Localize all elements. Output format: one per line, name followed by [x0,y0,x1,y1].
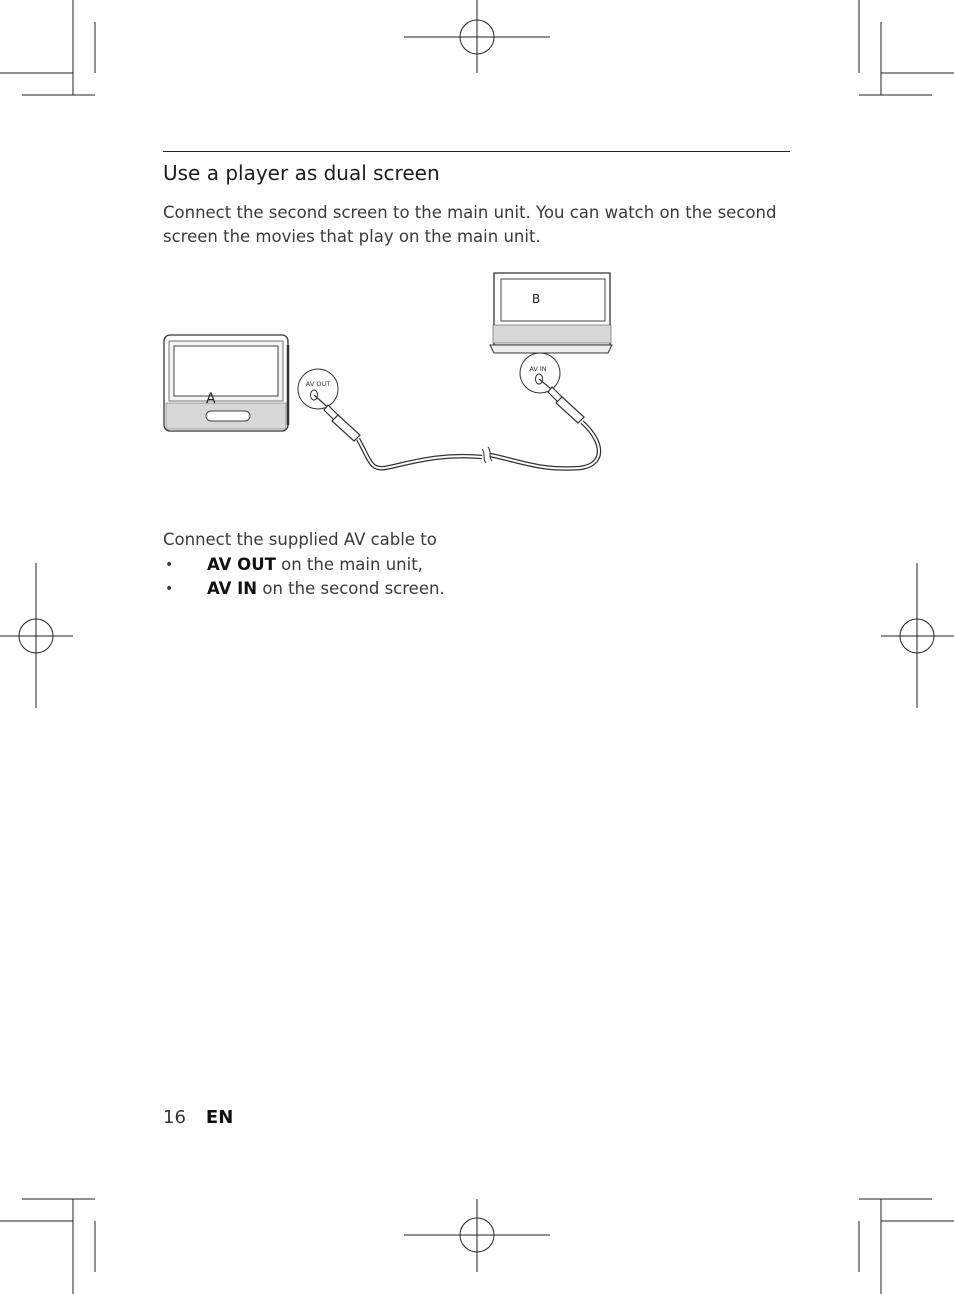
av-out-term: AV OUT [207,555,276,574]
list-item-text: on the main unit, [275,555,423,574]
connection-diagram [160,265,620,485]
page-footer [163,1107,233,1128]
page-number: 16 [163,1107,186,1128]
bullet: • [165,557,174,573]
registration-target-left [0,563,73,708]
registration-target-top [404,0,550,73]
language-code: EN [205,1107,234,1128]
instructions-list [163,553,445,601]
main-unit-a [164,335,288,431]
plug-a [314,395,360,441]
registration-target-bottom [404,1199,550,1272]
registration-target-right [881,563,954,708]
instructions-lead: Connect the supplied AV cable to [163,530,437,549]
bullet: • [165,581,174,597]
section-heading: Use a player as dual screen [163,161,440,185]
list-item [163,553,445,577]
intro-paragraph: Connect the second screen to the main unit. You can watch on the second screen the movies that play on the main unit. [163,203,777,246]
second-screen-b [490,273,612,353]
label-b: B [532,292,541,306]
av-out-callout [298,369,338,409]
av-in-label: AV IN [529,365,547,373]
section-rule [163,151,790,152]
av-cable [358,439,482,468]
av-out-label: AV OUT [305,380,331,388]
av-in-term: AV IN [207,579,258,598]
list-item [163,577,445,601]
label-a: A [206,391,216,407]
av-in-callout [520,353,560,393]
list-item-text: on the second screen. [257,579,445,598]
